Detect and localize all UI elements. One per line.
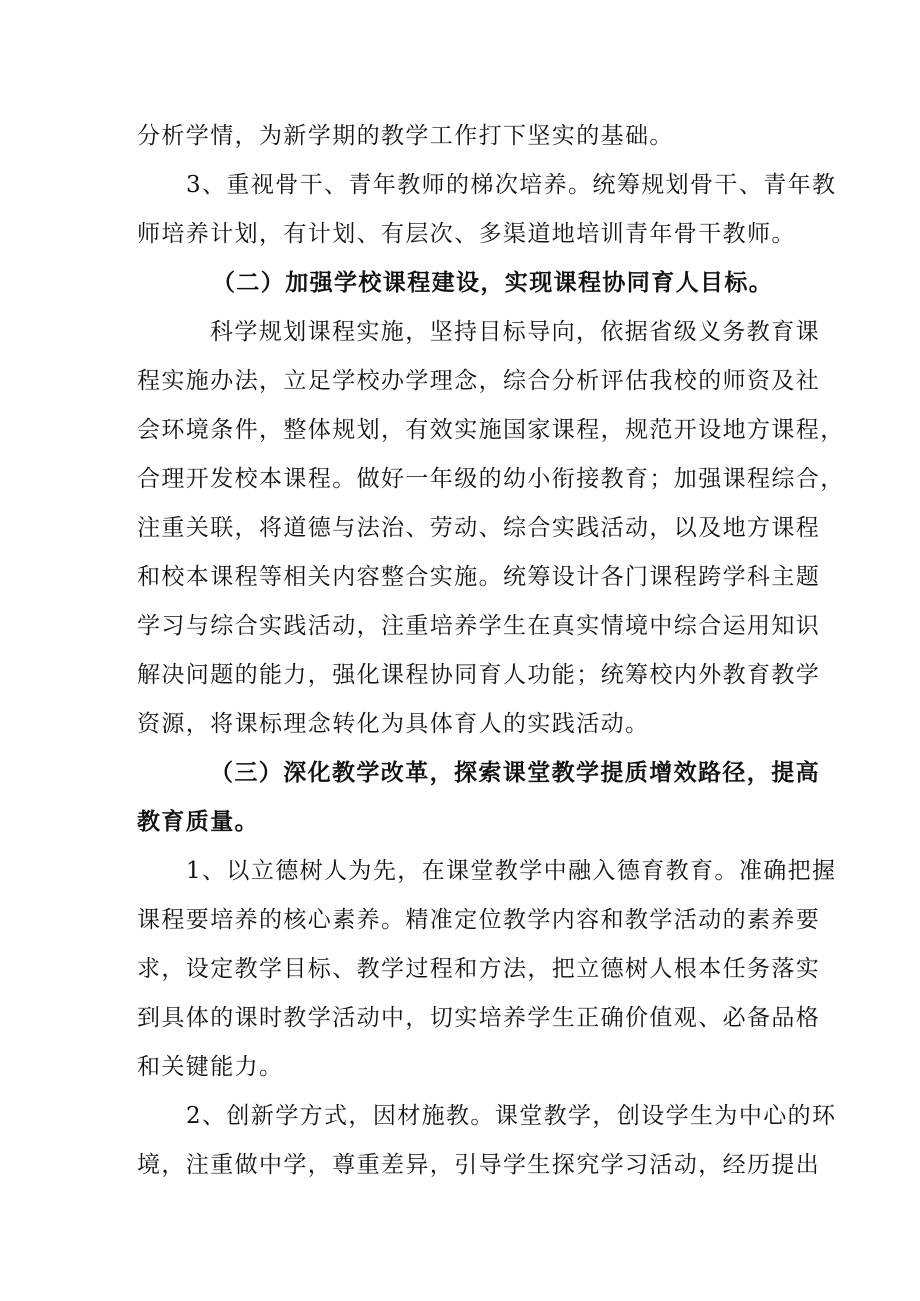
paragraph-line: 学习与综合实践活动，注重培养学生在真实情境中综合运用知识 [137,613,821,639]
paragraph-line: 课程要培养的核心素养。精准定位教学内容和教学活动的素养要 [137,907,821,933]
paragraph-line: 分析学情，为新学期的教学工作打下坚实的基础。 [137,123,674,149]
paragraph-line: 程实施办法，立足学校办学理念，综合分析评估我校的师资及社 [137,368,821,394]
section-heading: （三）深化教学改革，探索课堂教学提质增效路径，提高 [210,759,820,786]
paragraph-line: 会环境条件，整体规划，有效实施国家课程，规范开设地方课程， [137,417,845,443]
paragraph-line: 合理开发校本课程。做好一年级的幼小衔接教育；加强课程综合， [137,466,845,492]
paragraph-line: 注重关联，将道德与法治、劳动、综合实践活动，以及地方课程 [137,515,821,541]
paragraph-line: 到具体的课时教学活动中，切实培养学生正确价值观、必备品格 [137,1005,821,1031]
paragraph-line: 资源，将课标理念转化为具体育人的实践活动。 [137,711,650,737]
paragraph-line: 求，设定教学目标、教学过程和方法，把立德树人根本任务落实 [137,956,821,982]
paragraph-line: 师培养计划，有计划、有层次、多渠道地培训青年骨干教师。 [137,221,796,247]
paragraph-line: 2、创新学方式，因材施教。课堂教学，创设学生为中心的环 [186,1103,837,1129]
paragraph-line: 境，注重做中学，尊重差异，引导学生探究学习活动，经历提出 [137,1152,821,1178]
section-heading: 教育质量。 [137,808,259,835]
paragraph-line: 和关键能力。 [137,1054,284,1080]
paragraph-line: 3、重视骨干、青年教师的梯次培养。统筹规划骨干、青年教 [186,172,837,198]
paragraph-line: 和校本课程等相关内容整合实施。统筹设计各门课程跨学科主题 [137,564,821,590]
paragraph-line: 1、以立德树人为先，在课堂教学中融入德育教育。准确把握 [186,858,837,884]
paragraph-line: 解决问题的能力，强化课程协同育人功能；统筹校内外教育教学 [137,662,821,688]
section-heading: （二）加强学校课程建设，实现课程协同育人目标。 [212,269,774,296]
paragraph-line: 科学规划课程实施，坚持目标导向，依据省级义务教育课 [210,319,820,345]
